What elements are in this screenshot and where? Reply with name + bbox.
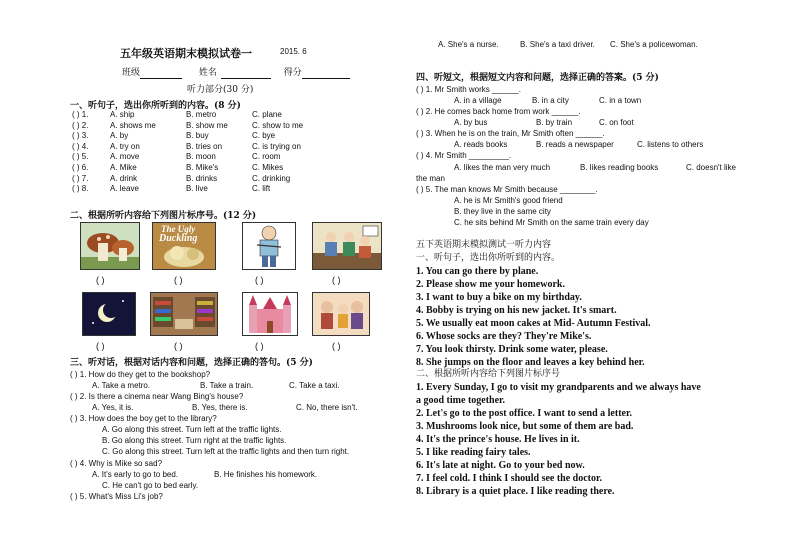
answer-paren[interactable]: ( ): [96, 341, 105, 351]
post-office-picture: [312, 222, 382, 270]
part4-q4[interactable]: ( ) 4. Mr Smith _________.: [416, 151, 512, 160]
script-sentence: 2. Please show me your homework.: [416, 279, 565, 290]
script-picture-sentence: 2. Let's go to the post office. I want to send a letter.: [416, 408, 632, 419]
part4-q5-option: B. they live in the same city: [454, 207, 551, 216]
cold-boy-picture: [242, 222, 296, 270]
part4-q3[interactable]: ( ) 3. When he is on the train, Mr Smith often ______.: [416, 129, 605, 138]
answer-paren[interactable]: ( ): [174, 275, 183, 285]
part3-q4-option: B. He finishes his homework.: [214, 470, 318, 479]
night-moon-picture: [82, 292, 136, 336]
script-picture-sentence: 6. It's late at night. Go to your bed now.: [416, 460, 585, 471]
part3-q4[interactable]: ( ) 4. Why is Mike so sad?: [70, 459, 163, 468]
script-title: 五下英语期末模拟测试一听力内容: [416, 240, 552, 250]
answer-paren[interactable]: ( ): [332, 341, 341, 351]
part3-q2-option: C. No, there isn't.: [296, 403, 358, 412]
script-sentence-list: [416, 265, 651, 369]
script-picture-sentence-list: [416, 381, 701, 498]
script-section1-heading: 一、听句子，选出你所听到的内容。: [416, 253, 561, 263]
part3-q3-option: C. Go along this street. Turn left at the traffic lights and then turn right.: [102, 447, 350, 456]
part3-q1-option: A. Take a metro.: [92, 381, 151, 390]
student-info-row: [122, 68, 350, 79]
class-label: 班级: [122, 68, 141, 78]
part1-row[interactable]: ( ) 8. A. leave B. live C. lift: [72, 184, 271, 194]
book-title-line1: The Ugly: [161, 224, 196, 234]
part2-heading: 二、根据所听内容给下列图片标序号。(12 分): [70, 211, 257, 221]
part4-q5-option: A. he is Mr Smith's good friend: [454, 196, 563, 205]
part3-q1[interactable]: ( ) 1. How do they get to the bookshop?: [70, 370, 211, 379]
part4-q3-option: B. reads a newspaper: [536, 140, 614, 149]
part4-q2-option: A. by bus: [454, 118, 488, 127]
part3-q4-option: C. He can't go to bed early.: [102, 481, 199, 490]
script-sentence: 8. She jumps on the floor and leaves a key behind her.: [416, 357, 645, 368]
part3-q3[interactable]: ( ) 3. How does the boy get to the library?: [70, 414, 217, 423]
script-picture-sentence: 1. Every Sunday, I go to visit my grandparents and we always have: [416, 382, 701, 393]
part1-list: [72, 110, 304, 195]
part3-q5-option: C. She's a policewoman.: [610, 40, 698, 49]
part3-q4-option: A. It's early to go to bed.: [92, 470, 179, 479]
part4-q4-option: C. doesn't like: [686, 163, 736, 172]
library-picture: [150, 292, 218, 336]
part3-q1-option: B. Take a train.: [200, 381, 254, 390]
castle-picture: [242, 292, 298, 336]
part4-q2[interactable]: ( ) 2. He comes back home from work ______.: [416, 107, 581, 116]
script-picture-sentence: 5. I like reading fairy tales.: [416, 447, 531, 458]
script-picture-sentence: a good time together.: [416, 395, 506, 406]
part1-row[interactable]: ( ) 6. A. Mike B. Mike's C. Mikes: [72, 162, 284, 172]
part3-q2[interactable]: ( ) 2. Is there a cinema near Wang Bing's house?: [70, 392, 244, 401]
part4-q5-option: C. he sits behind Mr Smith on the same train every day: [454, 218, 649, 227]
script-section2-heading: 二、根据所听内容给下列图片标序号: [416, 369, 561, 379]
part3-q3-option: B. Go along this street. Turn right at the traffic lights.: [102, 436, 287, 445]
exam-title: 五年级英语期末模拟试卷一: [120, 47, 252, 60]
grandparents-picture: [312, 292, 370, 336]
part4-q3-option: C. listens to others: [637, 140, 704, 149]
script-sentence: 3. I want to buy a bike on my birthday.: [416, 292, 582, 303]
ugly-duckling-book-picture: [152, 222, 216, 270]
answer-paren[interactable]: ( ): [255, 275, 264, 285]
part4-q2-option: C. on foot: [599, 118, 634, 127]
script-picture-sentence: 8. Library is a quiet place. I like reading there.: [416, 486, 615, 497]
part4-q1[interactable]: ( ) 1. Mr Smith works ______.: [416, 85, 521, 94]
script-sentence: 7. You look thirsty. Drink some water, please.: [416, 344, 608, 355]
exam-date: 2015. 6: [280, 47, 307, 56]
score-label: 得分: [283, 68, 302, 78]
script-picture-sentence: 3. Mushrooms look nice, but some of them are bad.: [416, 421, 634, 432]
part4-q1-option: C. in a town: [599, 96, 642, 105]
part4-q1-option: B. in a city: [532, 96, 569, 105]
script-picture-sentence: 7. I feel cold. I think I should see the doctor.: [416, 473, 603, 484]
name-label: 姓名: [198, 68, 217, 78]
part3-q5-option: A. She's a nurse.: [438, 40, 499, 49]
part3-q1-option: C. Take a taxi.: [289, 381, 340, 390]
part1-row[interactable]: ( ) 7. A. drink B. drinks C. drinking: [72, 173, 291, 183]
script-sentence: 6. Whose socks are they? They're Mike's.: [416, 331, 592, 342]
class-blank[interactable]: [140, 69, 182, 79]
answer-paren[interactable]: ( ): [332, 275, 341, 285]
part4-heading: 四、听短文，根据短文内容和问题，选择正确的答案。(5 分): [416, 73, 659, 83]
score-blank[interactable]: [302, 69, 350, 79]
part3-heading: 三、听对话，根据对话内容和问题，选择正确的答句。(5 分): [70, 358, 313, 368]
part1-heading: 一、听句子，选出你所听到的内容。(8 分): [70, 101, 241, 111]
script-sentence: 4. Bobby is trying on his new jacket. It's smart.: [416, 305, 617, 316]
part4-q3-option: A. reads books: [454, 140, 508, 149]
part1-row[interactable]: ( ) 1. A. ship B. metro C. plane: [72, 110, 282, 119]
part3-q3-option: A. Go along this street. Turn left at the traffic lights.: [102, 425, 282, 434]
part4-q4-option: A. likes the man very much: [454, 163, 551, 172]
part1-row[interactable]: ( ) 4. A. try on B. tries on C. is trying on: [72, 141, 301, 151]
part3-q2-option: B. Yes, there is.: [192, 403, 248, 412]
mushrooms-picture: [80, 222, 140, 270]
part4-q4-option: B. likes reading books: [580, 163, 659, 172]
right-column: [408, 0, 794, 550]
answer-paren[interactable]: ( ): [96, 275, 105, 285]
script-sentence: 1. You can go there by plane.: [416, 266, 539, 277]
part3-q5-option: B. She's a taxi driver.: [520, 40, 595, 49]
part1-row[interactable]: ( ) 3. A. by B. buy C. bye: [72, 131, 276, 141]
script-sentence: 5. We usually eat moon cakes at Mid- Autumn Festival.: [416, 318, 651, 329]
part1-row[interactable]: ( ) 2. A. shows me B. show me C. show to me: [72, 120, 304, 130]
name-blank[interactable]: [221, 69, 271, 79]
part4-q2-option: B. by train: [536, 118, 573, 127]
script-picture-sentence: 4. It's the prince's house. He lives in it.: [416, 434, 580, 445]
answer-paren[interactable]: ( ): [174, 341, 183, 351]
part4-q5[interactable]: ( ) 5. The man knows Mr Smith because ________.: [416, 185, 598, 194]
part3-q2-option: A. Yes, it is.: [92, 403, 134, 412]
book-title-line2: Duckling: [159, 233, 198, 244]
part1-row[interactable]: ( ) 5. A. move B. moon C. room: [72, 152, 281, 162]
answer-paren[interactable]: ( ): [255, 341, 264, 351]
listening-heading: 听力部分(30 分): [187, 85, 254, 95]
part3-q5[interactable]: ( ) 5. What's Miss Li's job?: [70, 492, 163, 501]
part4-q1-option: A. in a village: [454, 96, 502, 105]
part4-q4-option-wrap: the man: [416, 174, 445, 183]
